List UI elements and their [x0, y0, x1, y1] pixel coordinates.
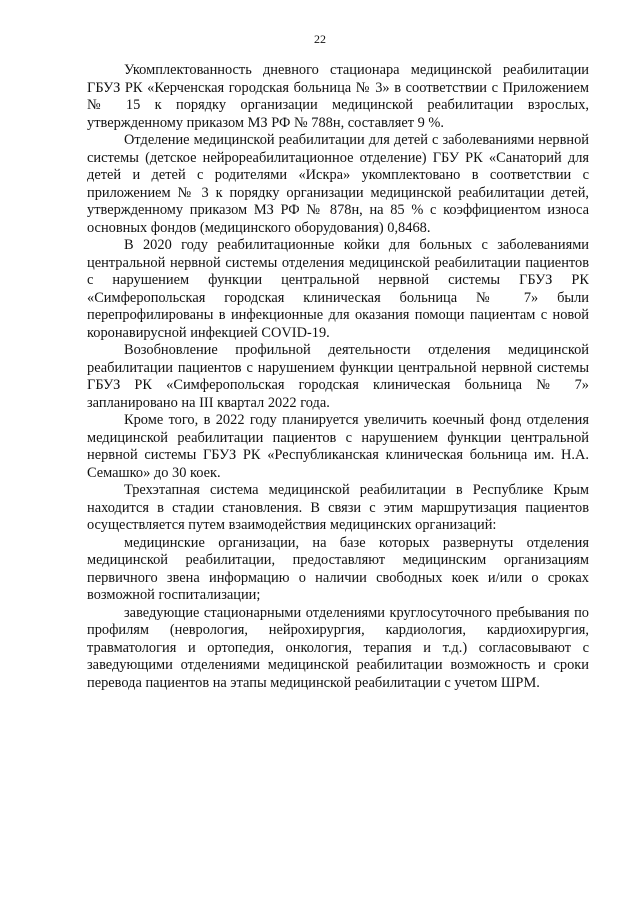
list-item-medical-organizations: медицинские организации, на базе которых развернуты отделения медицинской реабилитации, предоставляют медицинским организациям первичного звена информацию о наличии свободных коек и/или о сроках возможной госпитализации;: [87, 534, 589, 603]
page-number: 22: [314, 32, 326, 46]
paragraph-resumption-planned: Возобновление профильной деятельности отделения медицинской реабилитации пациентов с нарушением функции центральной нервной системы ГБУЗ РК «Симферопольская городская клиническая больница № 7» запланировано на III квартал 2022 года.: [87, 342, 589, 411]
paragraph-children-rehab-department: Отделение медицинской реабилитации для детей с заболеваниями нервной системы (детское нейрореабилитационное отделение) ГБУ РК «Санаторий для детей и детей с родителями «Искра» укомплектовано в соответствии с приложением № 3 к порядку организации медицинской реабилитации детей, утвержденному приказом МЗ РФ № 878н, на 85 % с коэффициентом износа основных фондов (медицинского оборудования) 0,8468.: [87, 132, 589, 236]
list-item-department-heads: заведующие стационарными отделениями круглосуточного пребывания по профилям (неврология, нейрохирургия, кардиология, кардиохирургия, травматология и ортопедия, онкология, терапия и т.д.) согласовывают с заведующими отделениями медицинской реабилитации возможность и сроки перевода пациентов на этапы медицинской реабилитации с учетом ШРМ.: [87, 604, 589, 691]
document-body: [87, 62, 589, 692]
paragraph-bed-increase: Кроме того, в 2022 году планируется увеличить коечный фонд отделения медицинской реабилитации пациентов с нарушением функции центральной нервной системы ГБУЗ РК «Республиканская клиническая больница им. Н.А. Семашко» до 30 коек.: [87, 412, 589, 481]
paragraph-three-stage-system: Трехэтапная система медицинской реабилитации в Республике Крым находится в стадии становления. В связи с этим маршрутизация пациентов осуществляется путем взаимодействия медицинских организаций:: [87, 482, 589, 533]
paragraph-beds-repurposed-covid: В 2020 году реабилитационные койки для больных с заболеваниями центральной нервной системы отделения медицинской реабилитации пациентов с нарушением функции центральной нервной системы ГБУЗ РК «Симферопольская городская клиническая больница № 7» были перепрофилированы в инфекционные для оказания помощи пациентам с новой коронавирусной инфекцией COVID-19.: [87, 237, 589, 341]
paragraph-staffing-day-hospital: Укомплектованность дневного стационара медицинской реабилитации ГБУЗ РК «Керченская городская больница № 3» в соответствии с Приложением № 15 к порядку организации медицинской реабилитации взрослых, утвержденному приказом МЗ РФ № 788н, составляет 9 %.: [87, 62, 589, 131]
